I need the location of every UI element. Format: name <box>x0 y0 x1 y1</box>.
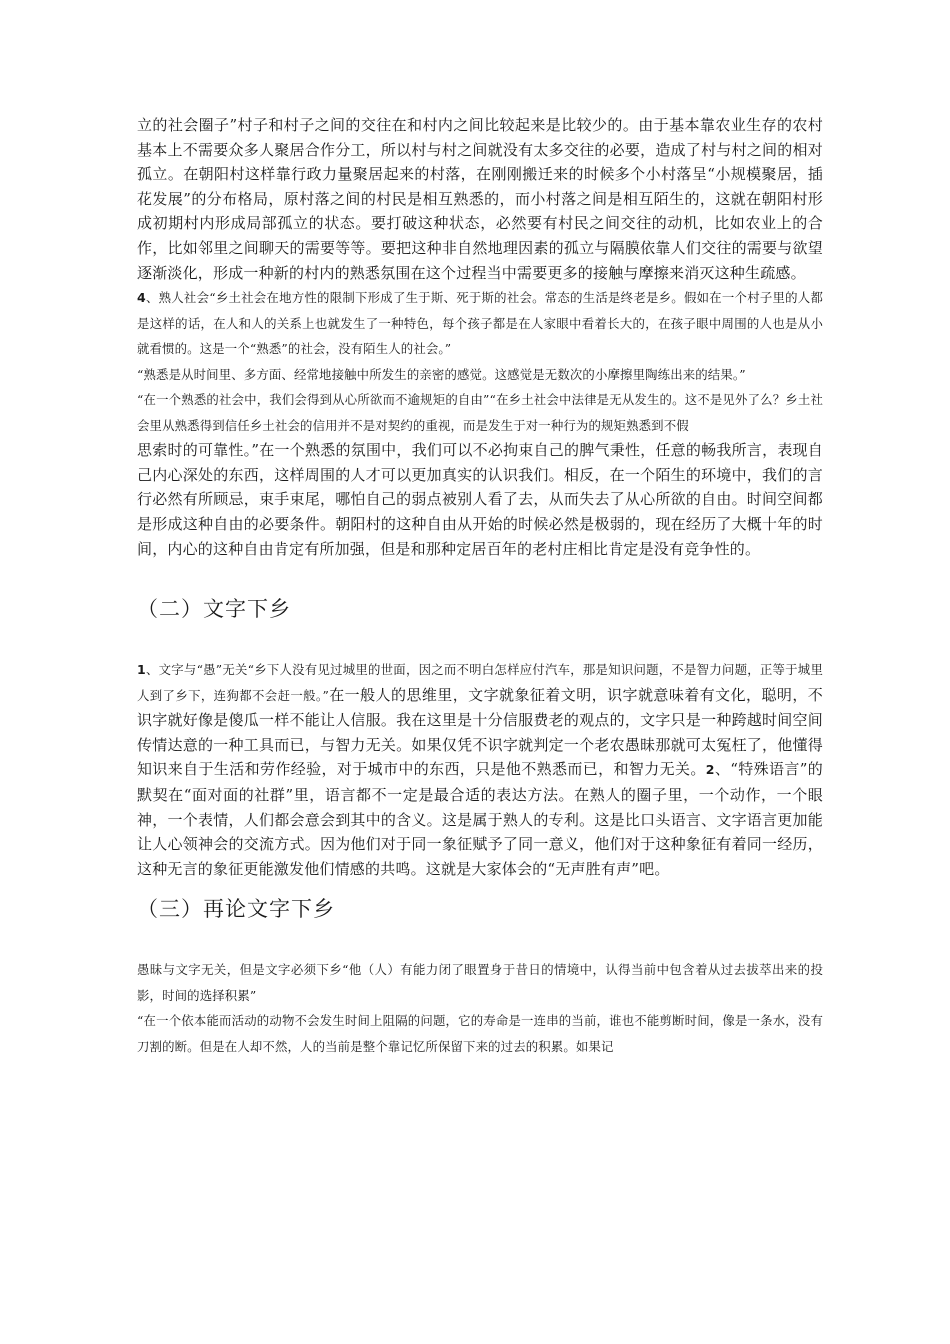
paragraph-village-isolation: 立的社会圈子”村子和村子之间的交往在和村内之间比较起来是比较少的。由于基本靠农业生存的农村基本上不需要众多人聚居合作分工，所以村与村之间就没有太多交往的必要，造成了村与村之间的相对孤立。在朝阳村这样靠行政力量聚居起来的村落，在刚刚搬迁来的时候多个小村落呈“小规模聚居，插花发展”的分布格局，原村落之间的村民是相互熟悉的，而小村落之间是相互陌生的，这就在朝阳村形成初期村内形成局部孤立的状态。要打破这种状态，必然要有村民之间交往的动机，比如农业上的合作，比如邻里之间聊天的需要等等。要把这种非自然地理因素的孤立与隔膜依靠人们交往的需要与欲望逐渐淡化，形成一种新的村内的熟悉氛围在这个过程当中需要更多的接触与摩擦来消灭这种生疏感。 <box>137 116 823 282</box>
document-body <box>137 113 823 1059</box>
paragraph-familiar-atmosphere: 思索时的可靠性。”在一个熟悉的氛围中，我们可以不必拘束自己的脾气秉性，任意的畅我所言，表现自己内心深处的东西，这样周围的人才可以更加真实的认识我们。相反，在一个陌生的环境中，我们的言行必然有所顾忌，束手束尾，哪怕自己的弱点被别人看了去，从而失去了从心所欲的自由。时间空间都是形成这种自由的必要条件。朝阳村的这种自由从开始的时候必然是极弱的，现在经历了大概十年的时间，内心的这种自由肯定有所加强，但是和那种定居百年的老村庄相比肯定是没有竞争性的。 <box>137 441 823 558</box>
paragraph-acquaintance-society <box>137 285 823 362</box>
item-quote: 、文字与“愚”无关“乡下人没有见过城里的世面，因之而不明白怎样应付汽车，那是知识问题，不是智力问题，正等于城里人到了乡下，连狗都不会赶一般。” <box>137 662 823 703</box>
paragraph-ignorance-writing: 愚昧与文字无关，但是文字必须下乡“他（人）有能力闭了眼置身于昔日的情境中，认得当前中包含着从过去拔萃出来的投影，时间的选择积累” <box>137 962 823 1003</box>
section-heading-writing-to-countryside: （二）文字下乡 <box>137 597 291 622</box>
paragraph-instinct-animal: “在一个依本能而活动的动物不会发生时间上阻隔的问题，它的寿命是一连串的当前，谁也不能剪断时间，像是一条水，没有刀割的断。但是在人却不然，人的当前是整个靠记忆所保留下来的过去的积累。如果记 <box>137 1013 823 1054</box>
item-text: 、“特殊语言”的默契在“面对面的社群”里，语言都不一定是最合适的表达方法。在熟人的圈子里，一个动作，一个眼神，一个表情，人们都会意会到其中的含义。这是属于熟人的专利。这是比口头语言、文字语言更加能让人心领神会的交流方式。因为他们对于同一象征赋予了同一意义，他们对于这种象征有着同一经历，这种无言的象征更能激发他们情感的共鸣。这就是大家体会的“无声胜有声”吧。 <box>137 760 823 878</box>
item-number: 4 <box>137 290 146 306</box>
item-number: 2 <box>705 762 715 778</box>
item-text: 、熟人社会“乡土社会在地方性的限制下形成了生于斯、死于斯的社会。常态的生活是终老是乡。假如在一个村子里的人都是这样的话，在人和人的关系上也就发生了一种特色，每个孩子都是在人家眼中看着长大的，在孩子眼中周围的人也是从小就看惯的。这是一个“熟悉”的社会，没有陌生人的社会。” <box>137 290 823 357</box>
paragraph-writing-and-ignorance <box>137 657 823 881</box>
section-heading-revisit-writing: （三）再论文字下乡 <box>137 897 335 922</box>
item-text: 在一般人的思维里，文字就象征着文明，识字就意味着有文化，聪明，不识字就好像是傻瓜一样不能让人信服。我在这里是十分信服费老的观点的，文字只是一种跨越时间空间传情达意的一种工具而已，与智力无关。如果仅凭不识字就判定一个老农愚昧那就可太冤枉了，他懂得知识来自于生活和劳作经验，对于城市中的东西，只是他不熟悉而已，和智力无关。 <box>137 685 823 779</box>
item-number: 1 <box>137 662 146 678</box>
quote-freedom: “在一个熟悉的社会中，我们会得到从心所欲而不逾规矩的自由”“在乡土社会中法律是无从发生的。这不是见外了么？乡土社会里从熟悉得到信任乡土社会的信用并不是对契约的重视，而是发生于对一种行为的规矩熟悉到不假 <box>137 392 823 433</box>
quote-familiarity: “熟悉是从时间里、多方面、经常地接触中所发生的亲密的感觉。这感觉是无数次的小摩擦里陶练出来的结果。” <box>137 366 746 382</box>
